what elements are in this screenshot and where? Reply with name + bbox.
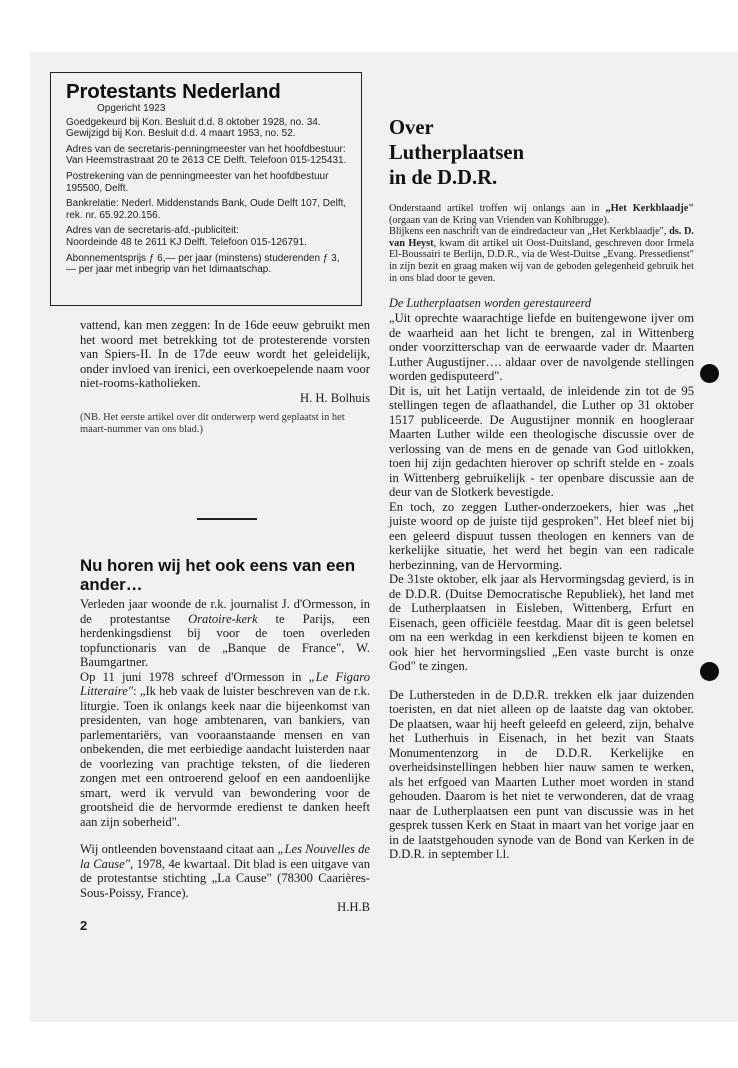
article-title-luther: Over Lutherplaatsen in de D.D.R. [389, 117, 525, 189]
founded-line: Opgericht 1923 [97, 103, 166, 114]
org-name: Protestants Nederland [66, 80, 281, 103]
continued-paragraph: vattend, kan men zeggen: In de 16de eeuw gebruikt men het woord met betrekking tot de protesterende vorsten van Spiers-II. In de 17de eeuw wordt het geleidelijk, onder invloed van irenici, een overkoepelende naam voor niet-rooms-katholieken. [80, 318, 370, 390]
section-divider [197, 518, 257, 520]
punch-hole-bottom [700, 662, 719, 681]
subheading: De Lutherplaatsen worden gerestaureerd [389, 296, 592, 311]
article-signature: H.H.B [337, 900, 370, 914]
article-paragraph-3: Wij ontleenden bovenstaand citaat aan „Les Nouvelles de la Cause", 1978, 4e kwartaal. Dit blad is een uitgave van de protestantse stichting „La Cause" (78300 Caarières-Sous-Poissy, France). [80, 842, 370, 900]
postal-account: Postrekening van de penningmeester van het hoofdbestuur 195500, Delft. [66, 170, 329, 194]
article-paragraph-2: Op 11 juni 1978 schreef d'Ormesson in „Le Figaro Litteraire": „Ik heb vaak de luister beschreven van de r.k. liturgie. Toen ik onlangs keek naar die bijeenkomst van presidenten, van hoge ambtenaren, van bankiers, van parlementariërs, van vooraanstaande mensen en van onbekenden, die met eerbiedige aandacht luisterden naar de voorlezing van prachtige teksten, of die liederen zongen met een ontroerend geloof en een aandoenlijke smart, werd ik vervuld van bewondering voor de grootsheid die de hervormde eredienst te danken heeft aan zijn soberheid". [80, 669, 370, 829]
approval-text: Goedgekeurd bij Kon. Besluit d.d. 8 oktober 1928, no. 34. Gewijzigd bij Kon. Besluit d.d. 4 maart 1953, no. 52. [66, 116, 321, 140]
publicity-address: Noordeinde 48 te 2611 KJ Delft. Telefoon 015-126791. [66, 236, 307, 248]
luther-paragraph-3: En toch, zo zeggen Luther-onderzoekers, hier was „het juiste woord op de juiste tijd gesproken". Het bleef niet bij een geleerd dispuut tussen theologen en kenners van de kerkelijke situatie, het werd het begin van een radicale herbezinning, van de Hervorming. [389, 499, 694, 572]
article-nu-horen [80, 556, 370, 915]
intro-paragraph-1: Onderstaand artikel troffen wij onlangs aan in „Het Kerkblaadje" (orgaan van de Kring van Vrienden van Kohlbrugge). [389, 203, 694, 226]
article-title: Nu horen wij het ook eens van een ander… [80, 556, 356, 594]
page-number: 2 [80, 918, 88, 933]
article-paragraph-1: Verleden jaar woonde de r.k. journalist J. d'Ormesson, in de protestantse Oratoire-kerk te Parijs, een herdenkingsdienst bij voor de toen overleden topfunctionaris van de „Banque de France", W. Baumgartner. [80, 597, 370, 669]
punch-hole-top [700, 364, 719, 383]
bolhuis-signature: H. H. Bolhuis [300, 390, 370, 405]
subscription-text: Abonnementsprijs ƒ 6,— per jaar (minstens) studerenden ƒ 3,— per jaar met inbegrip van het Idimaatschap. [66, 252, 340, 276]
luther-paragraph-5: De Luthersteden in de D.D.R. trekken elk jaar duizenden toeristen, en dat niet alleen op de laatste dag van oktober. De plaatsen, waar hij heeft geleefd en geleerd, zijn, behalve het Lutherhuis in Eisenach, in het bezit van Staats Monumentenzorg in de D.D.R. Kerkelijke en overheidsinstellingen hebben hier nauw samen te werken, als het erfgoed van Maarten Luther moet worden in stand gehouden. Daarom is het niet te verwonderen, dat de vraag naar de Lutherplaatsen een punt van discussie was in het gesprek tussen Kerk en Staat in maart van het vorige jaar en in de laatstgehouden synode van de Bond van Kerken in de D.D.R. in september l.l. [389, 687, 694, 862]
left-column [80, 318, 370, 436]
publicity-label: Adres van de secretaris-afd.-publiciteit: [66, 225, 239, 237]
luther-paragraph-2: Dit is, uit het Latijn vertaald, de inleidende zin tot de 95 stellingen tegen de aflaathandel, die Luther op 31 oktober 1517 publiceerde. De Augustijner monnik en hoogleraar Maarten Luther wilde een theologische discussie over de verlossing van de mens en de genade van God uitlokken, toen hij zijn gedachten hierover op schrift stelde en - zoals in Wittenberg gebruikelijk - ter openbare discussie aan de deur van de Slotkerk bevestigde. [389, 383, 694, 500]
info-box [50, 72, 362, 306]
bank-relation: Bankrelatie: Nederl. Middenstands Bank, Oude Delft 107, Delft, rek. nr. 65.92.20.156. [66, 198, 347, 221]
secretary-address: Adres van de secretaris-penningmeester van het hoofdbestuur: Van Heemstrastraat 20 te 2613 CE Delft. Telefoon 015-125431. [66, 143, 347, 167]
editor-note: (NB. Het eerste artikel over dit onderwerp werd geplaatst in het maart-nummer van ons blad.) [80, 412, 345, 435]
right-column [389, 116, 694, 862]
luther-paragraph-1: „Uit oprechte waarachtige liefde en buitengewone ijver om de waarheid aan het licht te brengen, zal in Wittenberg onder voorzitterschap van de eerwaarde vader dr. Maarten Luther Augustijner…. aldaar over de navolgende stellingen worden gedisputeerd". [389, 311, 694, 384]
intro-paragraph-2: Blijkens een naschrift van de eindredacteur van „Het Kerkblaadje", ds. D. van Heyst, kwam dit artikel uit Oost-Duitsland, geschreven door Irmela El-Boussairi te Berlijn, D.D.R., via de West-Duitse „Evang. Pressedienst" in zijn bezit en graag maken wij van de geboden gelegenheid gebruik het in ons blad door te geven. [389, 226, 694, 284]
luther-paragraph-4: De 31ste oktober, elk jaar als Hervormingsdag gevierd, is in de D.D.R. (Duitse Democratische Republiek), het land met de Lutherplaatsen in Eisleben, Wittenberg, Erfurt en Eisenach, geen officiële feestdag. Maar dit is geen beletsel om na een werkdag in een kerkdienst bijeen te komen en ook hier het hervormingslied „Een vaste burcht is onze God" te zingen. [389, 572, 694, 674]
